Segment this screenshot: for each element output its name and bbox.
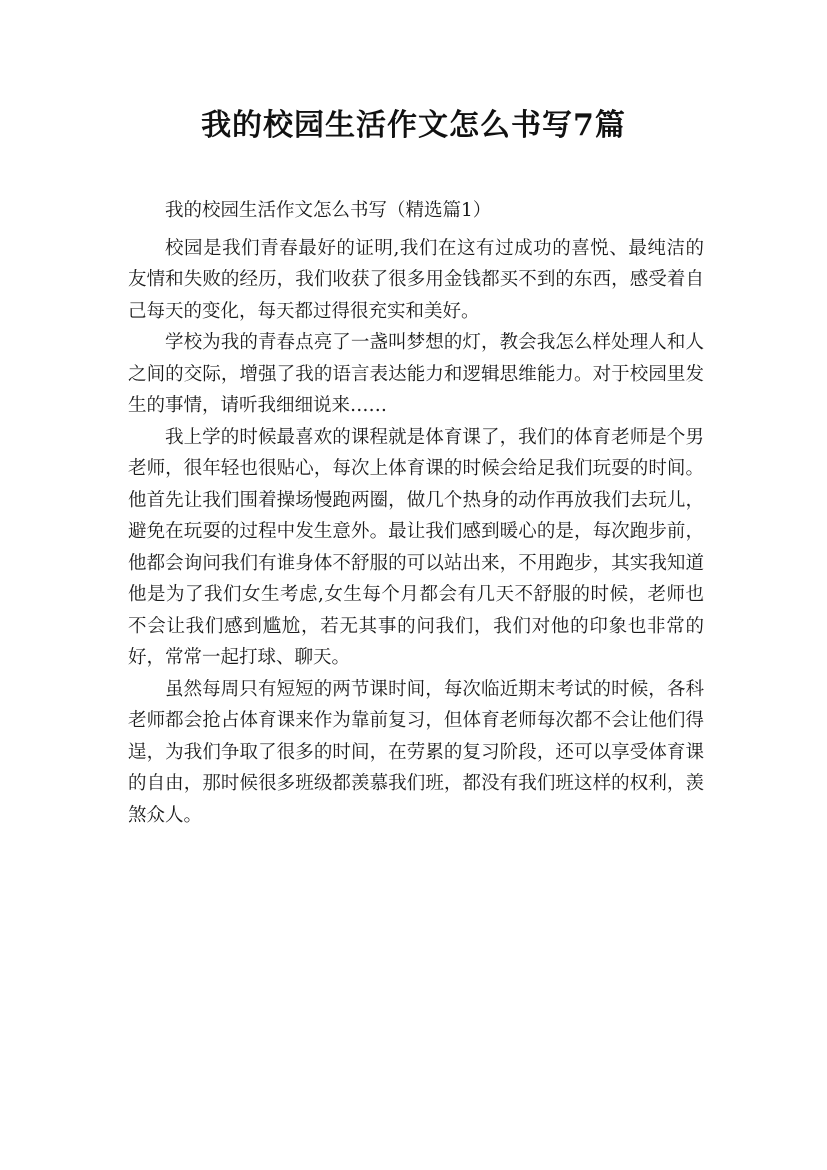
paragraph-2: 学校为我的青春点亮了一盏叫梦想的灯，教会我怎么样处理人和人之间的交际，增强了我的语言表达能力和逻辑思维能力。对于校园里发生的事情，请听我细细说来…… <box>128 332 704 416</box>
document-title: 我的校园生活作文怎么书写7篇 <box>201 108 626 143</box>
paragraph-4: 虽然每周只有短短的两节课时间，每次临近期末考试的时候，各科老师都会抢占体育课来作为靠前复习，但体育老师每次都不会让他们得逞，为我们争取了很多的时间，在劳累的复习阶段，还可以享受体育课的自由，那时候很多班级都羡慕我们班，都没有我们班这样的权利，羡煞众人。 <box>128 678 704 826</box>
document-body <box>128 195 704 831</box>
paragraph-3: 我上学的时候最喜欢的课程就是体育课了，我们的体育老师是个男老师，很年轻也很贴心，每次上体育课的时候会给足我们玩耍的时间。他首先让我们围着操场慢跑两圈，做几个热身的动作再放我们去玩儿，避免在玩耍的过程中发生意外。最让我们感到暖心的是，每次跑步前，他都会询问我们有谁身体不舒服的可以站出来，不用跑步，其实我知道他是为了我们女生考虑,女生每个月都会有几天不舒服的时候，老师也不会让我们感到尴尬，若无其事的问我们，我们对他的印象也非常的好，常常一起打球、聊天。 <box>128 426 704 668</box>
section-heading: 我的校园生活作文怎么书写（精选篇1） <box>165 200 492 221</box>
paragraph-1: 校园是我们青春最好的证明,我们在这有过成功的喜悦、最纯洁的友情和失败的经历，我们收获了很多用金钱都买不到的东西，感受着自己每天的变化，每天都过得很充实和美好。 <box>128 237 704 322</box>
